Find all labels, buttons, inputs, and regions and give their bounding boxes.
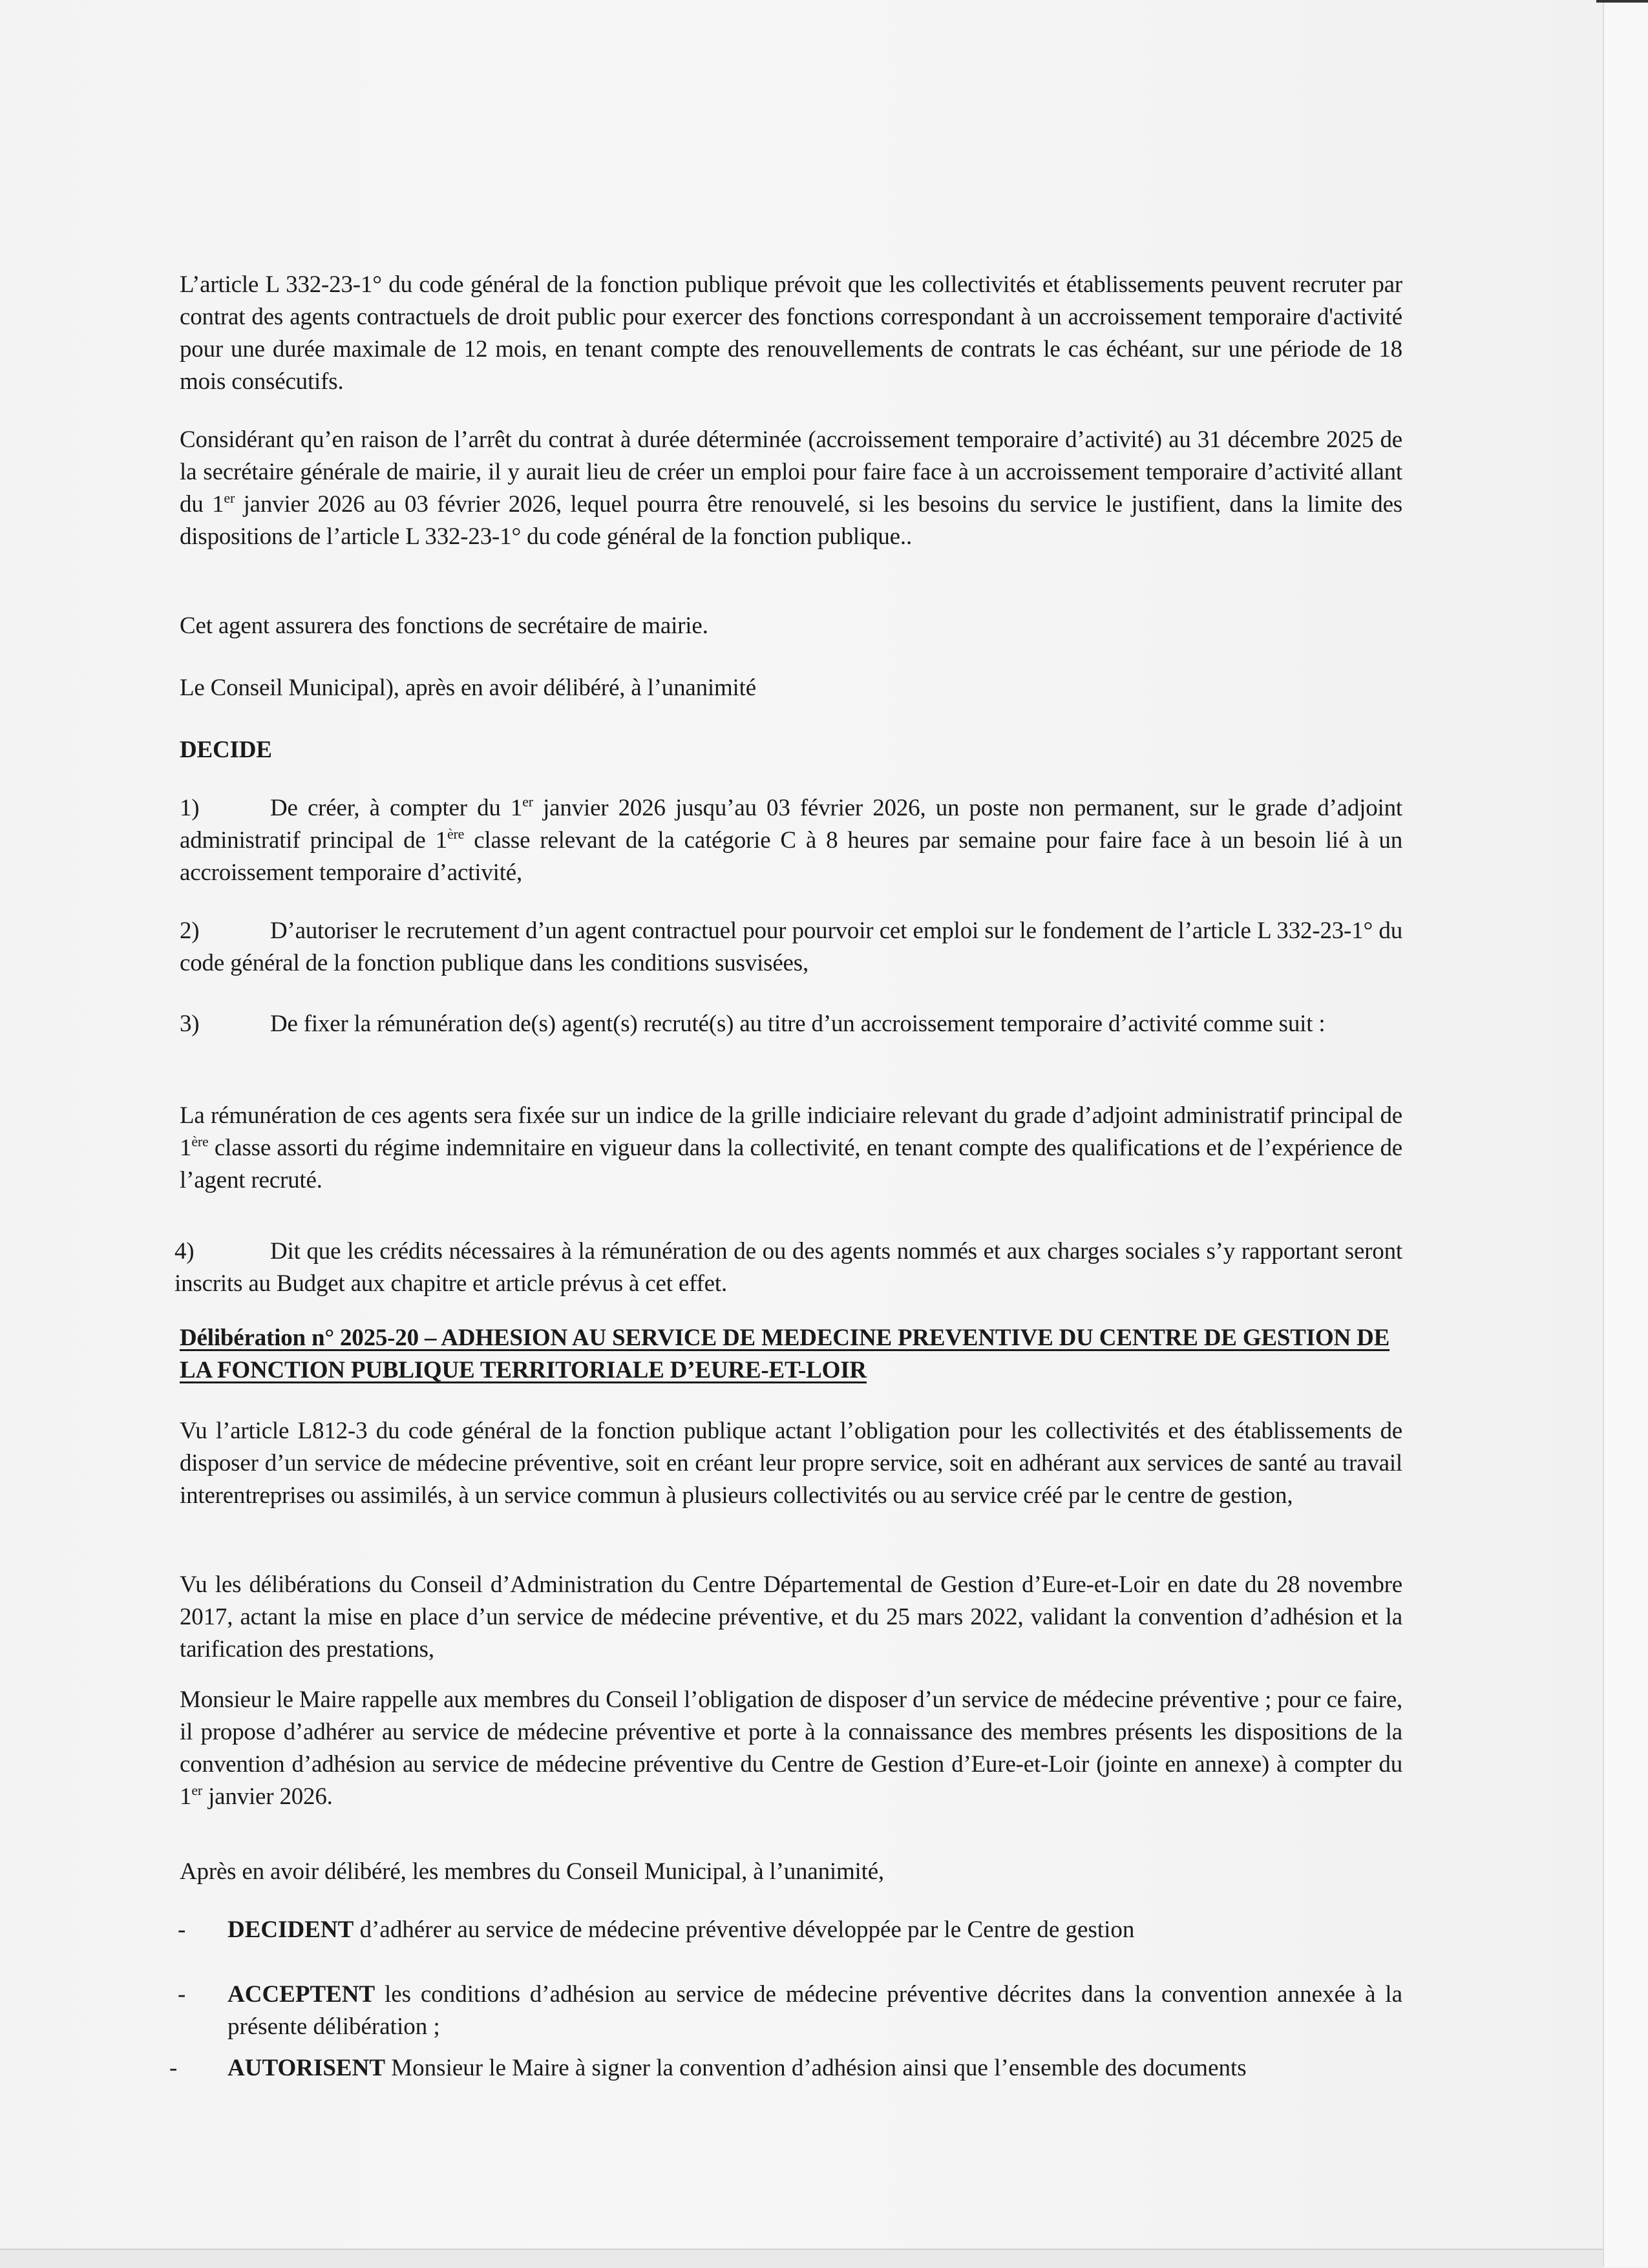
item-number: 4) — [174, 1238, 195, 1265]
paragraph-conseil — [180, 672, 1402, 704]
paragraph-text: Après en avoir délibéré, les membres du Conseil Municipal, à l’unanimité, — [180, 1858, 884, 1885]
bullet-text: les conditions d’adhésion au service de médecine préventive décrites dans la convention annexée à la présente délibération ; — [227, 1981, 1402, 2040]
superscript: ère — [447, 826, 465, 842]
item-number: 2) — [180, 918, 200, 944]
text-run: janvier 2026 au 03 février 2026, lequel pourra être renouvelé, si les besoins du service le justifient, dans la limite des dispositions de l’article L 332-23-1° du code général de la fonction publique.. — [180, 491, 1402, 550]
bullet-text: Monsieur le Maire à signer la convention d’adhésion ainsi que l’ensemble des documents — [385, 2055, 1247, 2081]
bullet-keyword: AUTORISENT — [227, 2055, 386, 2081]
text-run: De fixer la rémunération de(s) agent(s) recruté(s) au titre d’un accroissement temporaire d’activité comme suit : — [270, 1011, 1326, 1037]
text-run: La rémunération de ces agents sera fixée sur un indice de la grille indiciaire relevant du grade d’adjoint administratif principal de 1 — [180, 1102, 1402, 1161]
paragraph-text: Cet agent assurera des fonctions de secrétaire de mairie. — [180, 613, 708, 639]
paragraph-text: L’article L 332-23-1° du code général de la fonction publique prévoit que les collectivités et établissements peuvent recruter par contrat des agents contractuels de droit public pour exercer des fonctions correspondant à un accroissement temporaire d'activité pour une durée maximale de 12 mois, en tenant compte des renouvellements de contrats le cas échéant, sur une période de 18 mois consécutifs. — [180, 271, 1402, 395]
paragraph-considerant — [180, 424, 1402, 553]
bullet-marker: - — [169, 2055, 178, 2081]
bullet-keyword: ACCEPTENT — [227, 1981, 375, 2008]
bullet-keyword: DECIDENT — [227, 1916, 354, 1943]
superscript: er — [224, 490, 235, 506]
text-run: Dit que les crédits nécessaires à la rémunération de ou des agents nommés et aux charges sociales s’y rapportant seront inscrits au Budget aux chapitre et article prévus à cet effet. — [174, 1238, 1402, 1297]
superscript: er — [522, 793, 533, 810]
text-run: Monsieur le Maire rappelle aux membres du Conseil l’obligation de disposer d’un service de médecine préventive ; pour ce faire, il propose d’adhérer au service de médecine préventive et porte à la connaissance des membres présents les dispositions de la convention d’adhésion au service de médecine préventive du Centre de Gestion d’Eure-et-Loir (jointe en annexe) à compter du 1 — [180, 1686, 1402, 1810]
paragraph-vu-article — [180, 1415, 1402, 1512]
bullet-marker: - — [178, 1981, 186, 2008]
text-run: Considérant qu’en raison de l’arrêt du contrat à durée déterminée (accroissement temporaire d’activité) au 31 décembre 2025 de la secrétaire générale de mairie, il y aurait lieu de créer un emploi pour faire face à un accroissement temporaire d’activité allant du 1 — [180, 426, 1402, 518]
paragraph-text: Le Conseil Municipal), après en avoir délibéré, à l’unanimité — [180, 675, 756, 701]
text-run: janvier 2026. — [202, 1783, 333, 1810]
bullet-marker: - — [178, 1916, 186, 1943]
superscript: ère — [191, 1133, 209, 1150]
paragraph-text: Vu les délibérations du Conseil d’Administration du Centre Départemental de Gestion d’Eure-et-Loir en date du 28 novembre 2017, actant la mise en place d’un service de médecine préventive, et du 25 mars 2022, validant la convention d’adhésion et la tarification des prestations, — [180, 1571, 1402, 1663]
text-run: janvier 2026 jusqu’au 03 février 2026, un poste non permanent, sur le grade d’adjoint administratif principal de 1 — [180, 795, 1402, 854]
scan-bottom-margin — [0, 2249, 1603, 2268]
scan-corner-mark — [1596, 0, 1648, 3]
decision-item-4 — [174, 1235, 1402, 1300]
paragraph-remuneration — [180, 1100, 1402, 1197]
deliberation-title — [180, 1322, 1402, 1387]
text-run: D’autoriser le recrutement d’un agent contractuel pour pourvoir cet emploi sur le fondement de l’article L 332-23-1° du code général de la fonction publique dans les conditions susvisées, — [180, 918, 1402, 976]
decision-item-3 — [180, 1008, 1402, 1040]
bullet-autorisent — [227, 2052, 1402, 2084]
text-run: classe assorti du régime indemnitaire en vigueur dans la collectivité, en tenant compte des qualifications et de l’expérience de l’agent recruté. — [180, 1135, 1402, 1193]
text-run: classe relevant de la catégorie C à 8 heures par semaine pour faire face à un besoin lié à un accroissement temporaire d’activité, — [180, 827, 1402, 886]
paragraph-apres — [180, 1856, 1402, 1888]
paragraph-article-l332 — [180, 269, 1402, 398]
paragraph-maire — [180, 1684, 1402, 1813]
bullet-text: d’adhérer au service de médecine préventive développée par le Centre de gestion — [354, 1916, 1135, 1943]
decision-item-2 — [180, 915, 1402, 980]
decision-item-1 — [180, 792, 1402, 889]
item-number: 3) — [180, 1011, 200, 1037]
decide-heading — [180, 734, 1402, 766]
item-number: 1) — [180, 795, 200, 821]
bullet-decident — [227, 1914, 1402, 1946]
superscript: er — [191, 1782, 203, 1798]
paragraph-vu-deliberations — [180, 1569, 1402, 1666]
scan-right-margin — [1603, 0, 1648, 2267]
bullet-acceptent — [227, 1979, 1402, 2043]
paragraph-text: Vu l’article L812-3 du code général de la fonction publique actant l’obligation pour les collectivités et des établissements de disposer d’un service de médecine préventive, soit en créant leur propre service, soit en adhérant aux services de santé au travail interentreprises ou assimilés, à un service commun à plusieurs collectivités ou au service créé par le centre de gestion, — [180, 1418, 1402, 1509]
title-text: Délibération n° 2025-20 – ADHESION AU SERVICE DE MEDECINE PREVENTIVE DU CENTRE DE GESTION DE LA FONCTION PUBLIQUE TERRITORIALE D’EURE-ET-LOIR — [180, 1325, 1390, 1383]
paragraph-text — [180, 424, 1402, 553]
heading-text: DECIDE — [180, 737, 272, 763]
paragraph-agent-role — [180, 610, 1402, 642]
text-run: De créer, à compter du 1 — [270, 795, 523, 821]
